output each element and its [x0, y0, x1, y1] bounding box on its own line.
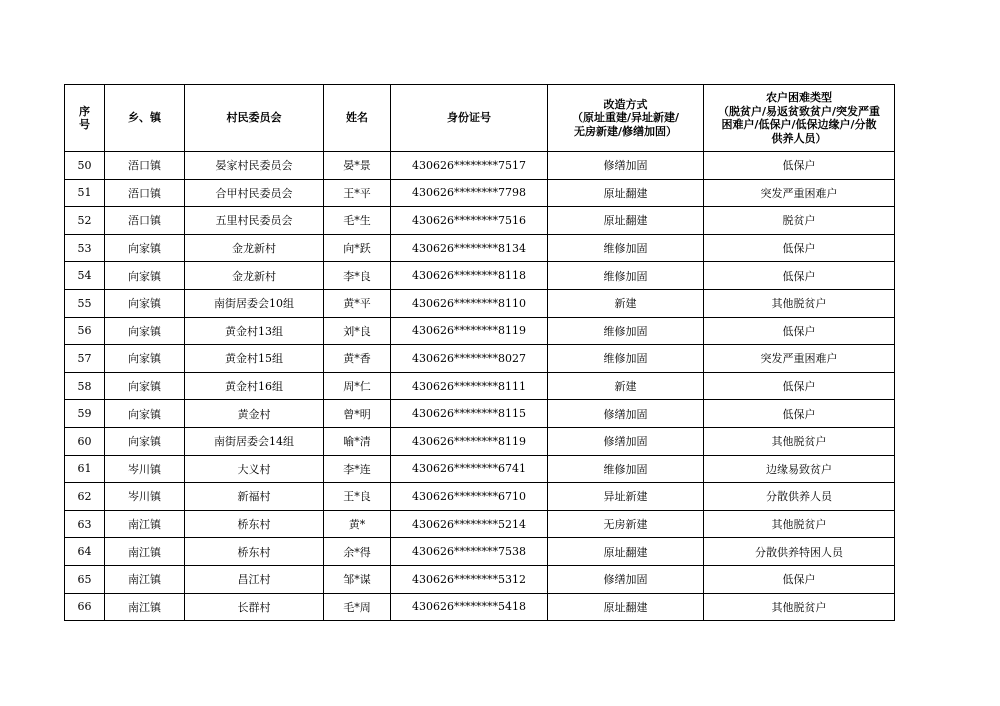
- cell-id-number: 430626********5312: [391, 565, 548, 593]
- cell-name: 李*良: [324, 262, 391, 290]
- cell-renovation-method: 维修加固: [548, 455, 704, 483]
- cell-town: 浯口镇: [105, 207, 185, 235]
- cell-renovation-method: 修缮加固: [548, 152, 704, 180]
- table-row: [65, 152, 895, 180]
- cell-town: 浯口镇: [105, 152, 185, 180]
- cell-village: 南街居委会10组: [185, 289, 324, 317]
- cell-name: 王*良: [324, 483, 391, 511]
- cell-village: 黄金村16组: [185, 372, 324, 400]
- cell-id-number: 430626********7798: [391, 179, 548, 207]
- cell-seq: 52: [65, 207, 105, 235]
- table-row: [65, 234, 895, 262]
- cell-name: 邹*谋: [324, 565, 391, 593]
- cell-town: 南江镇: [105, 593, 185, 621]
- cell-id-number: 430626********7538: [391, 538, 548, 566]
- cell-hardship-type: 脱贫户: [704, 207, 895, 235]
- cell-village: 晏家村民委员会: [185, 152, 324, 180]
- table-row: [65, 207, 895, 235]
- cell-id-number: 430626********8118: [391, 262, 548, 290]
- cell-renovation-method: 原址翻建: [548, 538, 704, 566]
- cell-hardship-type: 其他脱贫户: [704, 510, 895, 538]
- header-type-line: （脱贫户/易返贫致贫户/突发严重: [717, 104, 881, 118]
- cell-renovation-method: 修缮加固: [548, 565, 704, 593]
- cell-village: 黄金村15组: [185, 345, 324, 373]
- cell-hardship-type: 低保户: [704, 400, 895, 428]
- cell-name: 余*得: [324, 538, 391, 566]
- cell-name: 黄*香: [324, 345, 391, 373]
- cell-town: 向家镇: [105, 400, 185, 428]
- table-row: [65, 345, 895, 373]
- cell-hardship-type: 低保户: [704, 317, 895, 345]
- cell-id-number: 430626********5418: [391, 593, 548, 621]
- table-row: [65, 593, 895, 621]
- table-row: [65, 179, 895, 207]
- cell-hardship-type: 低保户: [704, 262, 895, 290]
- cell-village: 南街居委会14组: [185, 427, 324, 455]
- cell-town: 向家镇: [105, 317, 185, 345]
- cell-hardship-type: 分散供养特困人员: [704, 538, 895, 566]
- cell-town: 向家镇: [105, 427, 185, 455]
- cell-name: 毛*生: [324, 207, 391, 235]
- cell-town: 向家镇: [105, 234, 185, 262]
- cell-id-number: 430626********6741: [391, 455, 548, 483]
- header-id-number: 身份证号: [391, 85, 548, 152]
- cell-renovation-method: 维修加固: [548, 262, 704, 290]
- cell-town: 浯口镇: [105, 179, 185, 207]
- cell-town: 向家镇: [105, 289, 185, 317]
- cell-village: 新福村: [185, 483, 324, 511]
- cell-renovation-method: 异址新建: [548, 483, 704, 511]
- cell-renovation-method: 新建: [548, 372, 704, 400]
- cell-village: 黄金村13组: [185, 317, 324, 345]
- cell-town: 向家镇: [105, 345, 185, 373]
- cell-town: 南江镇: [105, 565, 185, 593]
- cell-hardship-type: 分散供养人员: [704, 483, 895, 511]
- cell-renovation-method: 维修加固: [548, 345, 704, 373]
- cell-village: 昌江村: [185, 565, 324, 593]
- header-seq-line: 序: [79, 104, 90, 118]
- cell-hardship-type: 边缘易致贫户: [704, 455, 895, 483]
- table-row: [65, 455, 895, 483]
- cell-town: 岑川镇: [105, 483, 185, 511]
- cell-village: 五里村民委员会: [185, 207, 324, 235]
- cell-seq: 56: [65, 317, 105, 345]
- table-row: [65, 483, 895, 511]
- cell-town: 南江镇: [105, 510, 185, 538]
- cell-village: 合甲村民委员会: [185, 179, 324, 207]
- cell-name: 刘*良: [324, 317, 391, 345]
- table-row: [65, 565, 895, 593]
- cell-id-number: 430626********7516: [391, 207, 548, 235]
- cell-seq: 64: [65, 538, 105, 566]
- cell-name: 黄*平: [324, 289, 391, 317]
- header-name: 姓名: [324, 85, 391, 152]
- cell-id-number: 430626********8134: [391, 234, 548, 262]
- cell-name: 黄*: [324, 510, 391, 538]
- cell-seq: 54: [65, 262, 105, 290]
- header-village: 村民委员会: [185, 85, 324, 152]
- cell-id-number: 430626********8027: [391, 345, 548, 373]
- table-row: [65, 262, 895, 290]
- cell-id-number: 430626********8110: [391, 289, 548, 317]
- cell-id-number: 430626********8119: [391, 317, 548, 345]
- cell-id-number: 430626********8119: [391, 427, 548, 455]
- table-row: [65, 289, 895, 317]
- header-method-line: 改造方式: [603, 97, 648, 111]
- cell-seq: 57: [65, 345, 105, 373]
- cell-village: 桥东村: [185, 510, 324, 538]
- header-type-line: 困难户/低保户/低保边缘户/分散: [721, 118, 877, 131]
- cell-seq: 59: [65, 400, 105, 428]
- cell-seq: 66: [65, 593, 105, 621]
- cell-id-number: 430626********7517: [391, 152, 548, 180]
- header-type-line: 农户困难类型: [766, 91, 832, 104]
- cell-seq: 58: [65, 372, 105, 400]
- header-town: 乡、镇: [105, 85, 185, 152]
- cell-seq: 63: [65, 510, 105, 538]
- header-renovation-method: [548, 85, 704, 152]
- cell-town: 向家镇: [105, 372, 185, 400]
- table-row: [65, 427, 895, 455]
- cell-renovation-method: 修缮加固: [548, 427, 704, 455]
- cell-town: 向家镇: [105, 262, 185, 290]
- cell-name: 王*平: [324, 179, 391, 207]
- table-body: [65, 152, 895, 621]
- table-row: [65, 372, 895, 400]
- cell-seq: 51: [65, 179, 105, 207]
- cell-village: 桥东村: [185, 538, 324, 566]
- cell-renovation-method: 无房新建: [548, 510, 704, 538]
- cell-hardship-type: 低保户: [704, 234, 895, 262]
- cell-village: 金龙新村: [185, 262, 324, 290]
- table-row: [65, 510, 895, 538]
- cell-renovation-method: 维修加固: [548, 234, 704, 262]
- cell-renovation-method: 修缮加固: [548, 400, 704, 428]
- cell-hardship-type: 其他脱贫户: [704, 289, 895, 317]
- header-seq: [65, 85, 105, 152]
- cell-name: 周*仁: [324, 372, 391, 400]
- header-seq-line: 号: [79, 118, 90, 131]
- cell-hardship-type: 低保户: [704, 565, 895, 593]
- cell-seq: 55: [65, 289, 105, 317]
- cell-name: 晏*景: [324, 152, 391, 180]
- cell-renovation-method: 维修加固: [548, 317, 704, 345]
- cell-town: 南江镇: [105, 538, 185, 566]
- cell-renovation-method: 新建: [548, 289, 704, 317]
- cell-name: 喻*清: [324, 427, 391, 455]
- cell-village: 黄金村: [185, 400, 324, 428]
- cell-renovation-method: 原址翻建: [548, 179, 704, 207]
- cell-hardship-type: 突发严重困难户: [704, 179, 895, 207]
- cell-village: 大义村: [185, 455, 324, 483]
- table-row: [65, 317, 895, 345]
- header-type-line: 供养人员）: [771, 131, 827, 145]
- cell-id-number: 430626********6710: [391, 483, 548, 511]
- cell-seq: 50: [65, 152, 105, 180]
- cell-seq: 65: [65, 565, 105, 593]
- cell-town: 岑川镇: [105, 455, 185, 483]
- cell-id-number: 430626********8115: [391, 400, 548, 428]
- header-method-line: 无房新建/修缮加固）: [573, 124, 678, 138]
- header-hardship-type: [704, 85, 895, 152]
- cell-renovation-method: 原址翻建: [548, 593, 704, 621]
- cell-village: 金龙新村: [185, 234, 324, 262]
- cell-seq: 61: [65, 455, 105, 483]
- header-row: [65, 85, 895, 152]
- header-method-line: （原址重建/异址新建/: [571, 111, 680, 125]
- cell-id-number: 430626********8111: [391, 372, 548, 400]
- cell-seq: 53: [65, 234, 105, 262]
- housing-renovation-table: [64, 84, 895, 621]
- cell-name: 毛*周: [324, 593, 391, 621]
- cell-name: 向*跃: [324, 234, 391, 262]
- cell-seq: 60: [65, 427, 105, 455]
- cell-name: 李*连: [324, 455, 391, 483]
- cell-hardship-type: 其他脱贫户: [704, 427, 895, 455]
- cell-hardship-type: 低保户: [704, 152, 895, 180]
- cell-hardship-type: 其他脱贫户: [704, 593, 895, 621]
- table-row: [65, 538, 895, 566]
- cell-renovation-method: 原址翻建: [548, 207, 704, 235]
- table-header: [65, 85, 895, 152]
- cell-village: 长群村: [185, 593, 324, 621]
- cell-seq: 62: [65, 483, 105, 511]
- cell-hardship-type: 低保户: [704, 372, 895, 400]
- cell-hardship-type: 突发严重困难户: [704, 345, 895, 373]
- cell-name: 曾*明: [324, 400, 391, 428]
- table-row: [65, 400, 895, 428]
- cell-id-number: 430626********5214: [391, 510, 548, 538]
